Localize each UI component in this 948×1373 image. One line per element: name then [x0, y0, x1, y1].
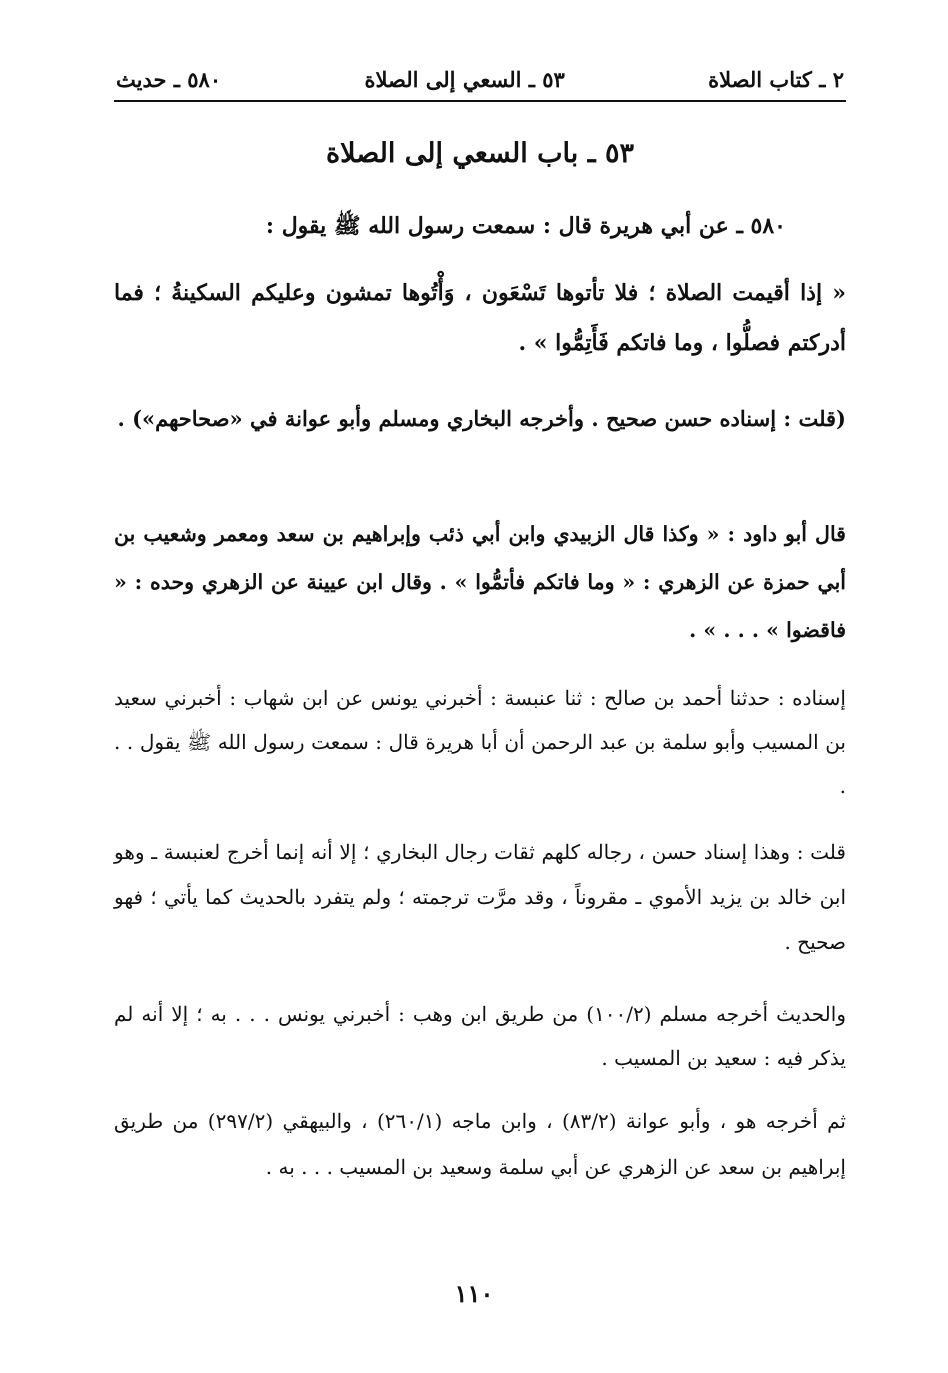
header-hadith-number: ٥٨٠ ـ حديث: [116, 67, 222, 92]
header-divider: [114, 100, 846, 102]
header-chapter-title: ٥٣ ـ السعي إلى الصلاة: [364, 67, 565, 92]
chapter-title: ٥٣ ـ باب السعي إلى الصلاة: [325, 138, 635, 169]
authenticity-note: (قلت : إسناده حسن صحيح . وأخرجه البخاري ومسلم وأبو عوانة في «صحاحهم») .: [117, 406, 846, 431]
hadith-text: « إذا أقيمت الصلاة ؛ فلا تأتوها تَسْعَون ، وَأْتُوها تمشون وعليكم السكينةُ ؛ فما أدركتم فصلُّوا ، وما فاتكم فَأَتِمُّوا » .: [114, 280, 847, 356]
running-header: [116, 62, 844, 98]
header-book-title: ٢ ـ كتاب الصلاة: [708, 67, 844, 92]
commentary-paragraph: قلت : وهذا إسناد حسن ، رجاله كلهم ثقات رجال البخاري ؛ إلا أنه إنما أخرج لعنبسة ـ وهو ابن خالد بن يزيد الأموي ـ مقروناً ، وقد مرَّت ترجمته ؛ ولم يتفرد بالحديث كما يأتي ؛ فهو صحيح .: [114, 840, 846, 954]
hadith-intro: ٥٨٠ ـ عن أبي هريرة قال : سمعت رسول الله ﷺ يقول :: [265, 213, 786, 239]
takhrij-paragraph-1: والحديث أخرجه مسلم (١٠٠/٢) من طريق ابن وهب : أخبرني يونس . . . به ؛ إلا أنه لم يذكر فيه : سعيد بن المسيب .: [114, 1002, 846, 1070]
page-number: ١١٠: [454, 1279, 494, 1308]
takhrij-paragraph-2: ثم أخرجه هو ، وأبو عوانة (٨٣/٢) ، وابن ماجه (٢٦٠/١) ، والبيهقي (٢٩٧/٢) من طريق إبراهيم بن سعد عن الزهري عن أبي سلمة وسعيد بن المسيب . . . به .: [114, 1109, 846, 1179]
isnad-paragraph: إسناده : حدثنا أحمد بن صالح : ثنا عنبسة : أخبرني يونس عن ابن شهاب : أخبرني سعيد بن المسيب وأبو سلمة بن عبد الرحمن أن أبا هريرة قال : سمعت رسول الله ﷺ يقول . . .: [114, 686, 846, 798]
abu-dawud-remark: قال أبو داود : « وكذا قال الزبيدي وابن أبي ذئب وإبراهيم بن سعد ومعمر وشعيب بن أبي حمزة عن الزهري : « وما فاتكم فأتمُّوا » . وقال ابن عيينة عن الزهري وحده : « فاقضوا » . . . » .: [114, 522, 846, 642]
